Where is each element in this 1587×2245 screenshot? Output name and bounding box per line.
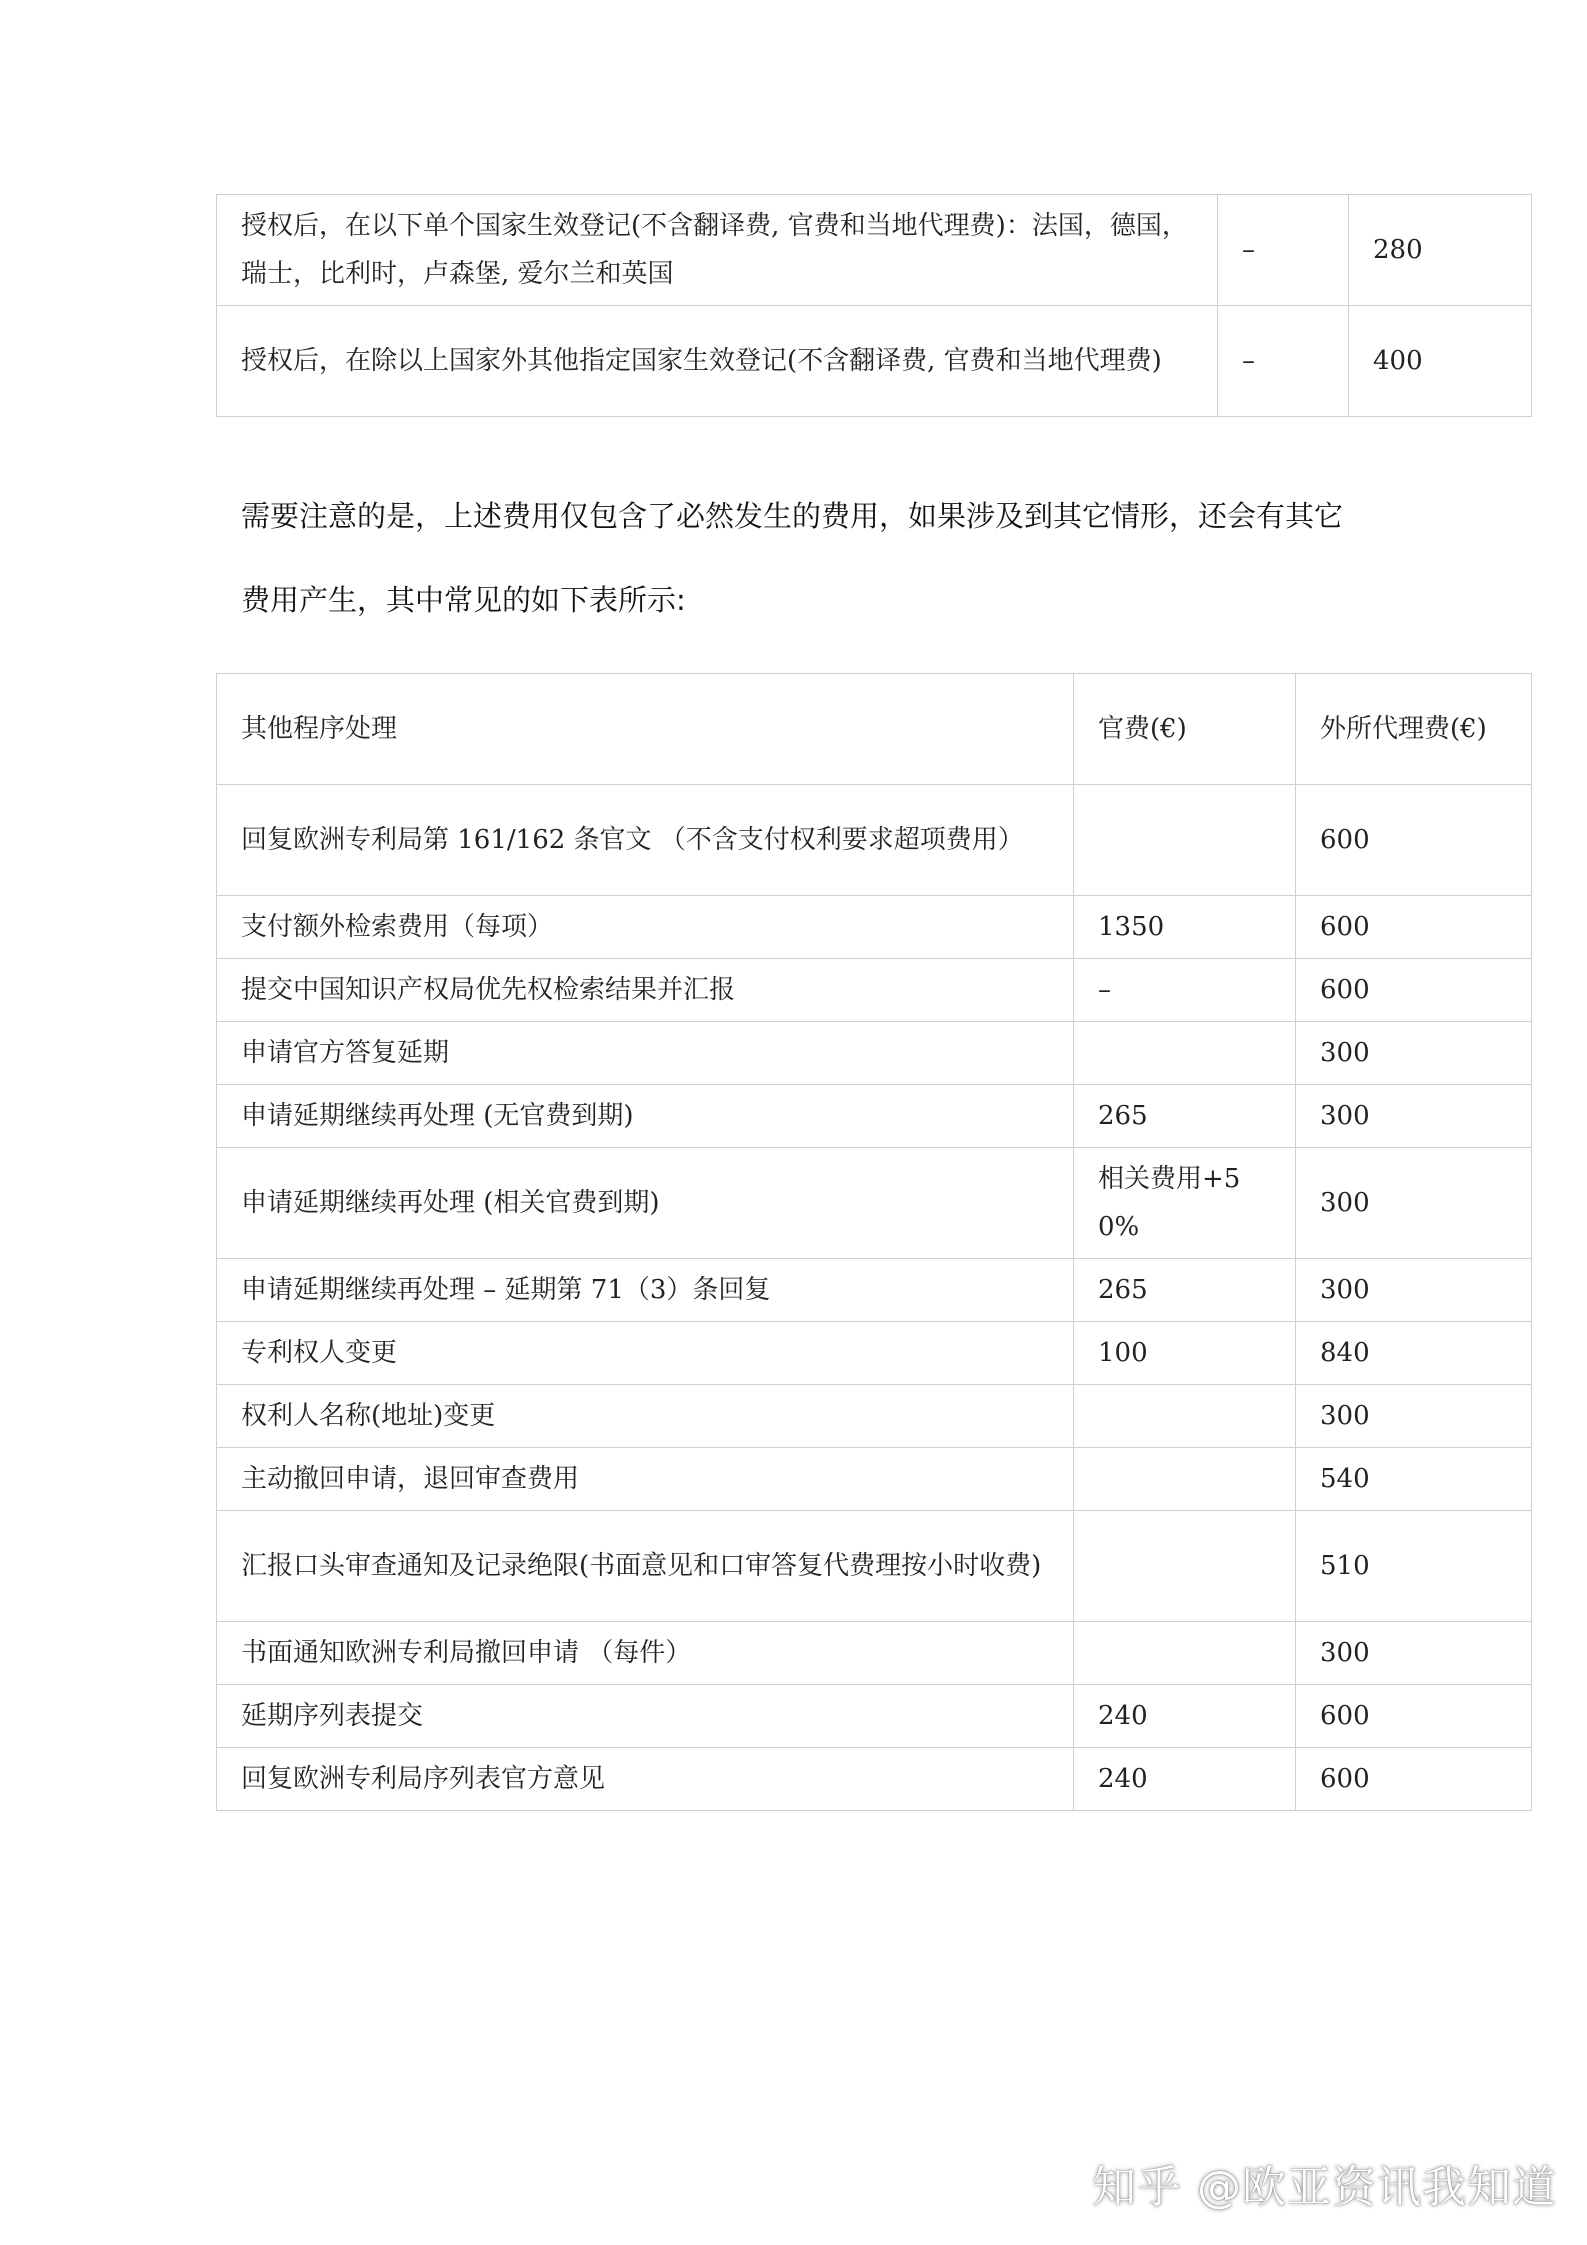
table-row xyxy=(217,195,1532,306)
cell-official-fee: 240 xyxy=(1074,1748,1296,1811)
cell-agent-fee: 600 xyxy=(1296,1748,1532,1811)
cell-agent-fee: 400 xyxy=(1349,306,1532,417)
cell-official-fee: 1350 xyxy=(1074,896,1296,959)
cell-agent-fee: 300 xyxy=(1296,1622,1532,1685)
cell-official-fee: – xyxy=(1074,959,1296,1022)
cell-official-fee: 240 xyxy=(1074,1685,1296,1748)
cell-item: 主动撤回申请，退回审查费用 xyxy=(217,1448,1074,1511)
table-row xyxy=(217,1259,1532,1322)
cell-item: 汇报口头审查通知及记录绝限(书面意见和口审答复代费理按小时收费) xyxy=(217,1511,1074,1622)
cell-agent-fee: 300 xyxy=(1296,1148,1532,1259)
cell-agent-fee: 280 xyxy=(1349,195,1532,306)
cell-official-fee: 265 xyxy=(1074,1259,1296,1322)
cell-agent-fee: 600 xyxy=(1296,1685,1532,1748)
cell-official-fee xyxy=(1074,1511,1296,1622)
header-agent-fee: 外所代理费(€) xyxy=(1296,674,1532,785)
cell-item: 权利人名称(地址)变更 xyxy=(217,1385,1074,1448)
zhihu-watermark: 知乎 @欧亚资讯我知道 xyxy=(1092,2162,1557,2213)
cell-official-fee xyxy=(1074,1385,1296,1448)
table-row xyxy=(217,1511,1532,1622)
cell-item: 回复欧洲专利局第 161/162 条官文 （不含支付权利要求超项费用） xyxy=(217,785,1074,896)
cell-agent-fee: 300 xyxy=(1296,1385,1532,1448)
cell-official-fee: 265 xyxy=(1074,1085,1296,1148)
table-row xyxy=(217,1448,1532,1511)
cell-item: 申请延期继续再处理 (无官费到期) xyxy=(217,1085,1074,1148)
cell-item: 申请官方答复延期 xyxy=(217,1022,1074,1085)
table-row xyxy=(217,1085,1532,1148)
table-header-row xyxy=(217,674,1532,785)
cell-official-fee: 相关费用+50% xyxy=(1074,1148,1296,1259)
table-row xyxy=(217,896,1532,959)
table-row xyxy=(217,785,1532,896)
cell-official-fee xyxy=(1074,1448,1296,1511)
cell-agent-fee: 300 xyxy=(1296,1085,1532,1148)
cell-item: 授权后，在除以上国家外其他指定国家生效登记(不含翻译费, 官费和当地代理费) xyxy=(217,306,1218,417)
cell-official-fee xyxy=(1074,785,1296,896)
cell-agent-fee: 600 xyxy=(1296,959,1532,1022)
note-paragraph-line-1: 需要注意的是，上述费用仅包含了必然发生的费用，如果涉及到其它情形，还会有其它 xyxy=(241,499,1344,533)
table-row xyxy=(217,1622,1532,1685)
cell-agent-fee: 540 xyxy=(1296,1448,1532,1511)
cell-agent-fee: 300 xyxy=(1296,1259,1532,1322)
cell-agent-fee: 600 xyxy=(1296,785,1532,896)
cell-official-fee xyxy=(1074,1022,1296,1085)
cell-agent-fee: 600 xyxy=(1296,896,1532,959)
cell-agent-fee: 840 xyxy=(1296,1322,1532,1385)
cell-agent-fee: 510 xyxy=(1296,1511,1532,1622)
cell-item: 书面通知欧洲专利局撤回申请 （每件） xyxy=(217,1622,1074,1685)
table-row xyxy=(217,1685,1532,1748)
cell-item: 申请延期继续再处理 (相关官费到期) xyxy=(217,1148,1074,1259)
cell-item: 申请延期继续再处理 – 延期第 71（3）条回复 xyxy=(217,1259,1074,1322)
cell-item: 专利权人变更 xyxy=(217,1322,1074,1385)
cell-agent-fee: 300 xyxy=(1296,1022,1532,1085)
table-row xyxy=(217,306,1532,417)
table-row xyxy=(217,959,1532,1022)
cell-official-fee: 100 xyxy=(1074,1322,1296,1385)
table-row xyxy=(217,1148,1532,1259)
cell-official-fee xyxy=(1074,1622,1296,1685)
table-row xyxy=(217,1322,1532,1385)
cell-official-fee: – xyxy=(1218,306,1349,417)
note-paragraph-line-2: 费用产生，其中常见的如下表所示: xyxy=(241,583,686,617)
cell-item: 回复欧洲专利局序列表官方意见 xyxy=(217,1748,1074,1811)
cell-item: 支付额外检索费用（每项） xyxy=(217,896,1074,959)
cell-item: 延期序列表提交 xyxy=(217,1685,1074,1748)
table-row xyxy=(217,1748,1532,1811)
cell-item: 提交中国知识产权局优先权检索结果并汇报 xyxy=(217,959,1074,1022)
table-row xyxy=(217,1385,1532,1448)
table-row xyxy=(217,1022,1532,1085)
header-official-fee: 官费(€) xyxy=(1074,674,1296,785)
cell-official-fee: – xyxy=(1218,195,1349,306)
cell-item: 授权后，在以下单个国家生效登记(不含翻译费, 官费和当地代理费)：法国，德国，瑞士，比利时，卢森堡, 爱尔兰和英国 xyxy=(217,195,1218,306)
fee-table-other-procedures xyxy=(216,673,1532,1811)
header-item: 其他程序处理 xyxy=(217,674,1074,785)
fee-table-top xyxy=(216,194,1532,417)
